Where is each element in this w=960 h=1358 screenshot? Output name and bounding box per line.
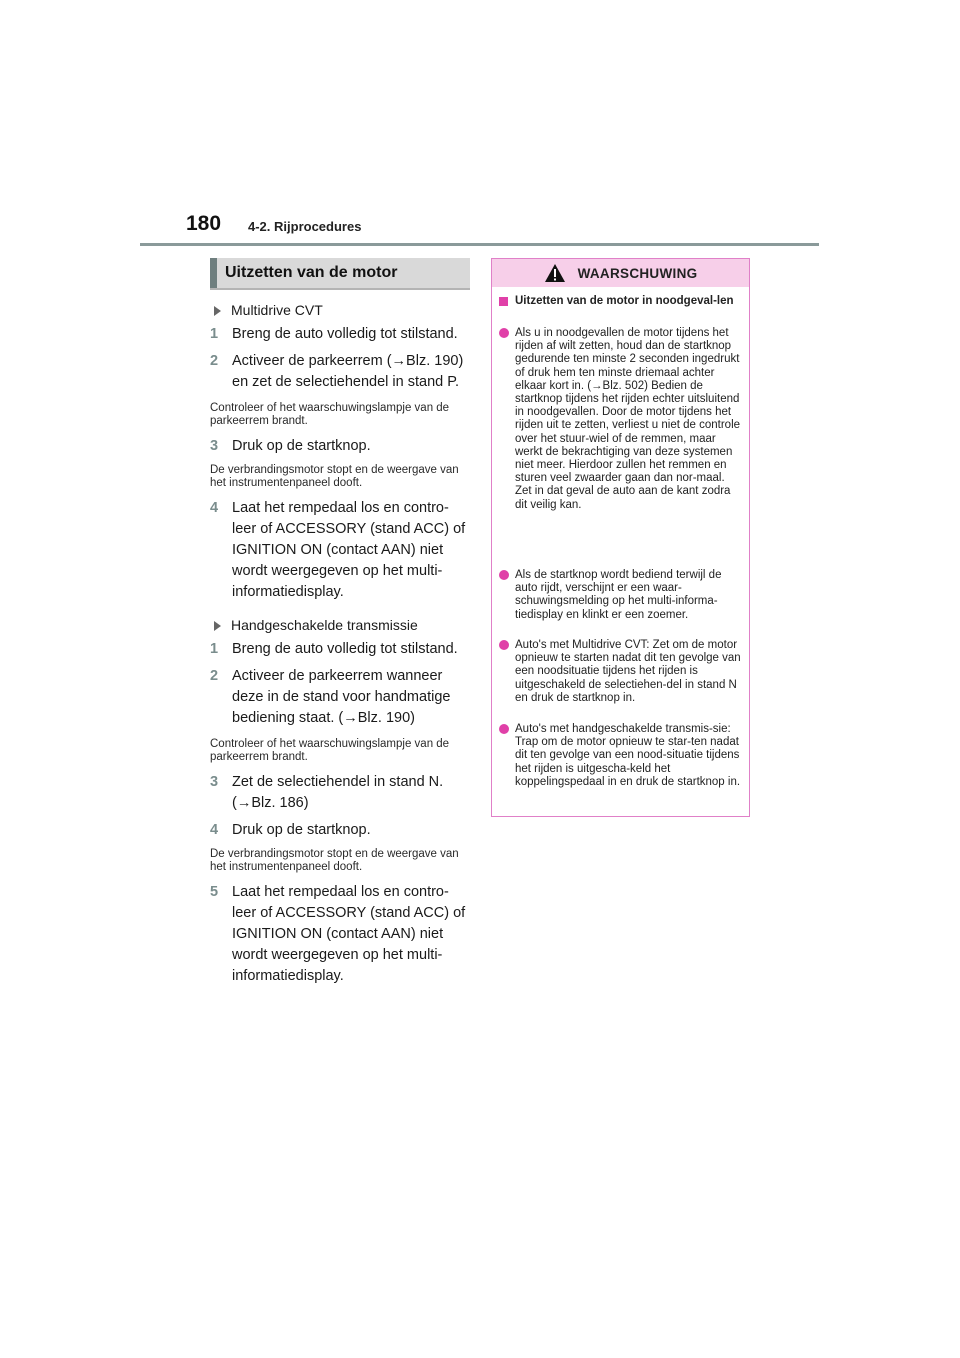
subsection-cvt [210, 302, 470, 318]
section-heading [210, 258, 470, 288]
step [210, 639, 470, 660]
section-heading-text: Uitzetten van de motor [225, 264, 398, 281]
warning-item-text: Als u in noodgevallen de motor tijdens het rijden af wilt zetten, houd dan de startknop gedurende ten minste 2 seconden ingedrukt of druk hem ten minste driemaal achter elkaar kort in. (→Blz. 502) Bedien de startknop tijdens het rijden echter uitsluitend in noodgevallen. Door de motor tijdens het rijden uit te zetten, verliest u niet de controle over het stuur-wiel of de remmen, maar werkt de bekrachtiging van deze systemen niet meer. Hierdoor zullen het remmen en sturen veel zwaarder gaan dan nor-maal. Zet in dat geval de auto aan de kant zodra dit veilig kan. [515, 327, 741, 511]
header-divider [140, 243, 819, 246]
step [210, 436, 470, 457]
step-number: 1 [210, 641, 219, 657]
step-text: Breng de auto volledig tot stilstand. [232, 641, 458, 657]
step-text: Druk op de startknop. [232, 438, 371, 454]
step-number: 2 [210, 353, 219, 369]
step-note: De verbrandingsmotor stopt en de weergave van het instrumentenpaneel dooft. [210, 848, 459, 873]
warning-subheading [499, 295, 741, 310]
step-number: 2 [210, 668, 219, 684]
warning-item [499, 327, 741, 512]
heading-underline [210, 288, 470, 290]
warning-item-text: Auto's met handgeschakelde transmis-sie: Trap om de motor opnieuw te star-ten nadat dit ten gevolge van een nood-situatie tijdens het rijden is uitgescha-keld het koppelingspedaal in en druk de startknop in. [515, 723, 741, 788]
warning-subheading-text: Uitzetten van de motor in noodgeval-len [515, 295, 734, 307]
warning-triangle-icon [544, 263, 566, 283]
step-number: 3 [210, 438, 219, 454]
step-text: Activeer de parkeerrem wanneer deze in de stand voor handmatige bediening staat. (→Blz. 190) [232, 668, 451, 726]
step-number: 1 [210, 326, 219, 342]
step [210, 882, 470, 987]
square-bullet-icon [499, 297, 508, 306]
step [210, 666, 470, 729]
step-number: 5 [210, 884, 219, 900]
warning-item [499, 639, 741, 705]
section-title: 4-2. Rijprocedures [248, 219, 362, 234]
page-number: 180 [186, 212, 222, 235]
warning-header [492, 259, 749, 287]
step-number: 4 [210, 500, 219, 516]
step [210, 772, 470, 814]
warning-title: WAARSCHUWING [577, 265, 698, 281]
subsection-title: Multidrive CVT [231, 302, 323, 318]
step-text: Activeer de parkeerrem (→Blz. 190) en zet de selectiehendel in stand P. [232, 353, 464, 390]
step-note: De verbrandingsmotor stopt en de weergave van het instrumentenpaneel dooft. [210, 464, 459, 489]
step [210, 351, 470, 393]
warning-item [499, 723, 741, 789]
step-text: Laat het rempedaal los en contro-leer of ACCESSORY (stand ACC) of IGNITION ON (contact AAN) niet wordt weergegeven op het multi-informatiedisplay. [232, 500, 466, 600]
step-text: Laat het rempedaal los en contro-leer of ACCESSORY (stand ACC) of IGNITION ON (contact AAN) niet wordt weergegeven op het multi-informatiedisplay. [232, 884, 466, 984]
subsection-title: Handgeschakelde transmissie [231, 617, 418, 633]
step-text: Breng de auto volledig tot stilstand. [232, 326, 458, 342]
step [210, 820, 470, 841]
step [210, 498, 470, 603]
circle-bullet-icon [499, 328, 509, 338]
main-column [210, 258, 470, 987]
circle-bullet-icon [499, 640, 509, 650]
circle-bullet-icon [499, 570, 509, 580]
triangle-bullet-icon [214, 621, 221, 631]
step [210, 324, 470, 345]
step-text: Druk op de startknop. [232, 822, 371, 838]
circle-bullet-icon [499, 724, 509, 734]
triangle-bullet-icon [214, 306, 221, 316]
step-number: 4 [210, 822, 219, 838]
step-text: Zet de selectiehendel in stand N. (→Blz. 186) [232, 774, 444, 811]
step-number: 3 [210, 774, 219, 790]
step-note: Controleer of het waarschuwingslampje van de parkeerrem brandt. [210, 402, 450, 427]
step-note: Controleer of het waarschuwingslampje van de parkeerrem brandt. [210, 738, 450, 763]
subsection-manual [210, 617, 470, 633]
warning-item [499, 569, 741, 622]
warning-item-text: Als de startknop wordt bediend terwijl de auto rijdt, verschijnt er een waar-schuwingsmelding op het multi-informa-tiedisplay en klinkt er een zoemer. [515, 569, 722, 621]
warning-box [491, 258, 750, 817]
warning-item-text: Auto's met Multidrive CVT: Zet om de motor opnieuw te starten nadat dit ten gevolge van een noodsituatie tijdens het rijden is uitgeschakeld de selectiehen-del in stand N en druk de startknop in. [515, 639, 741, 704]
